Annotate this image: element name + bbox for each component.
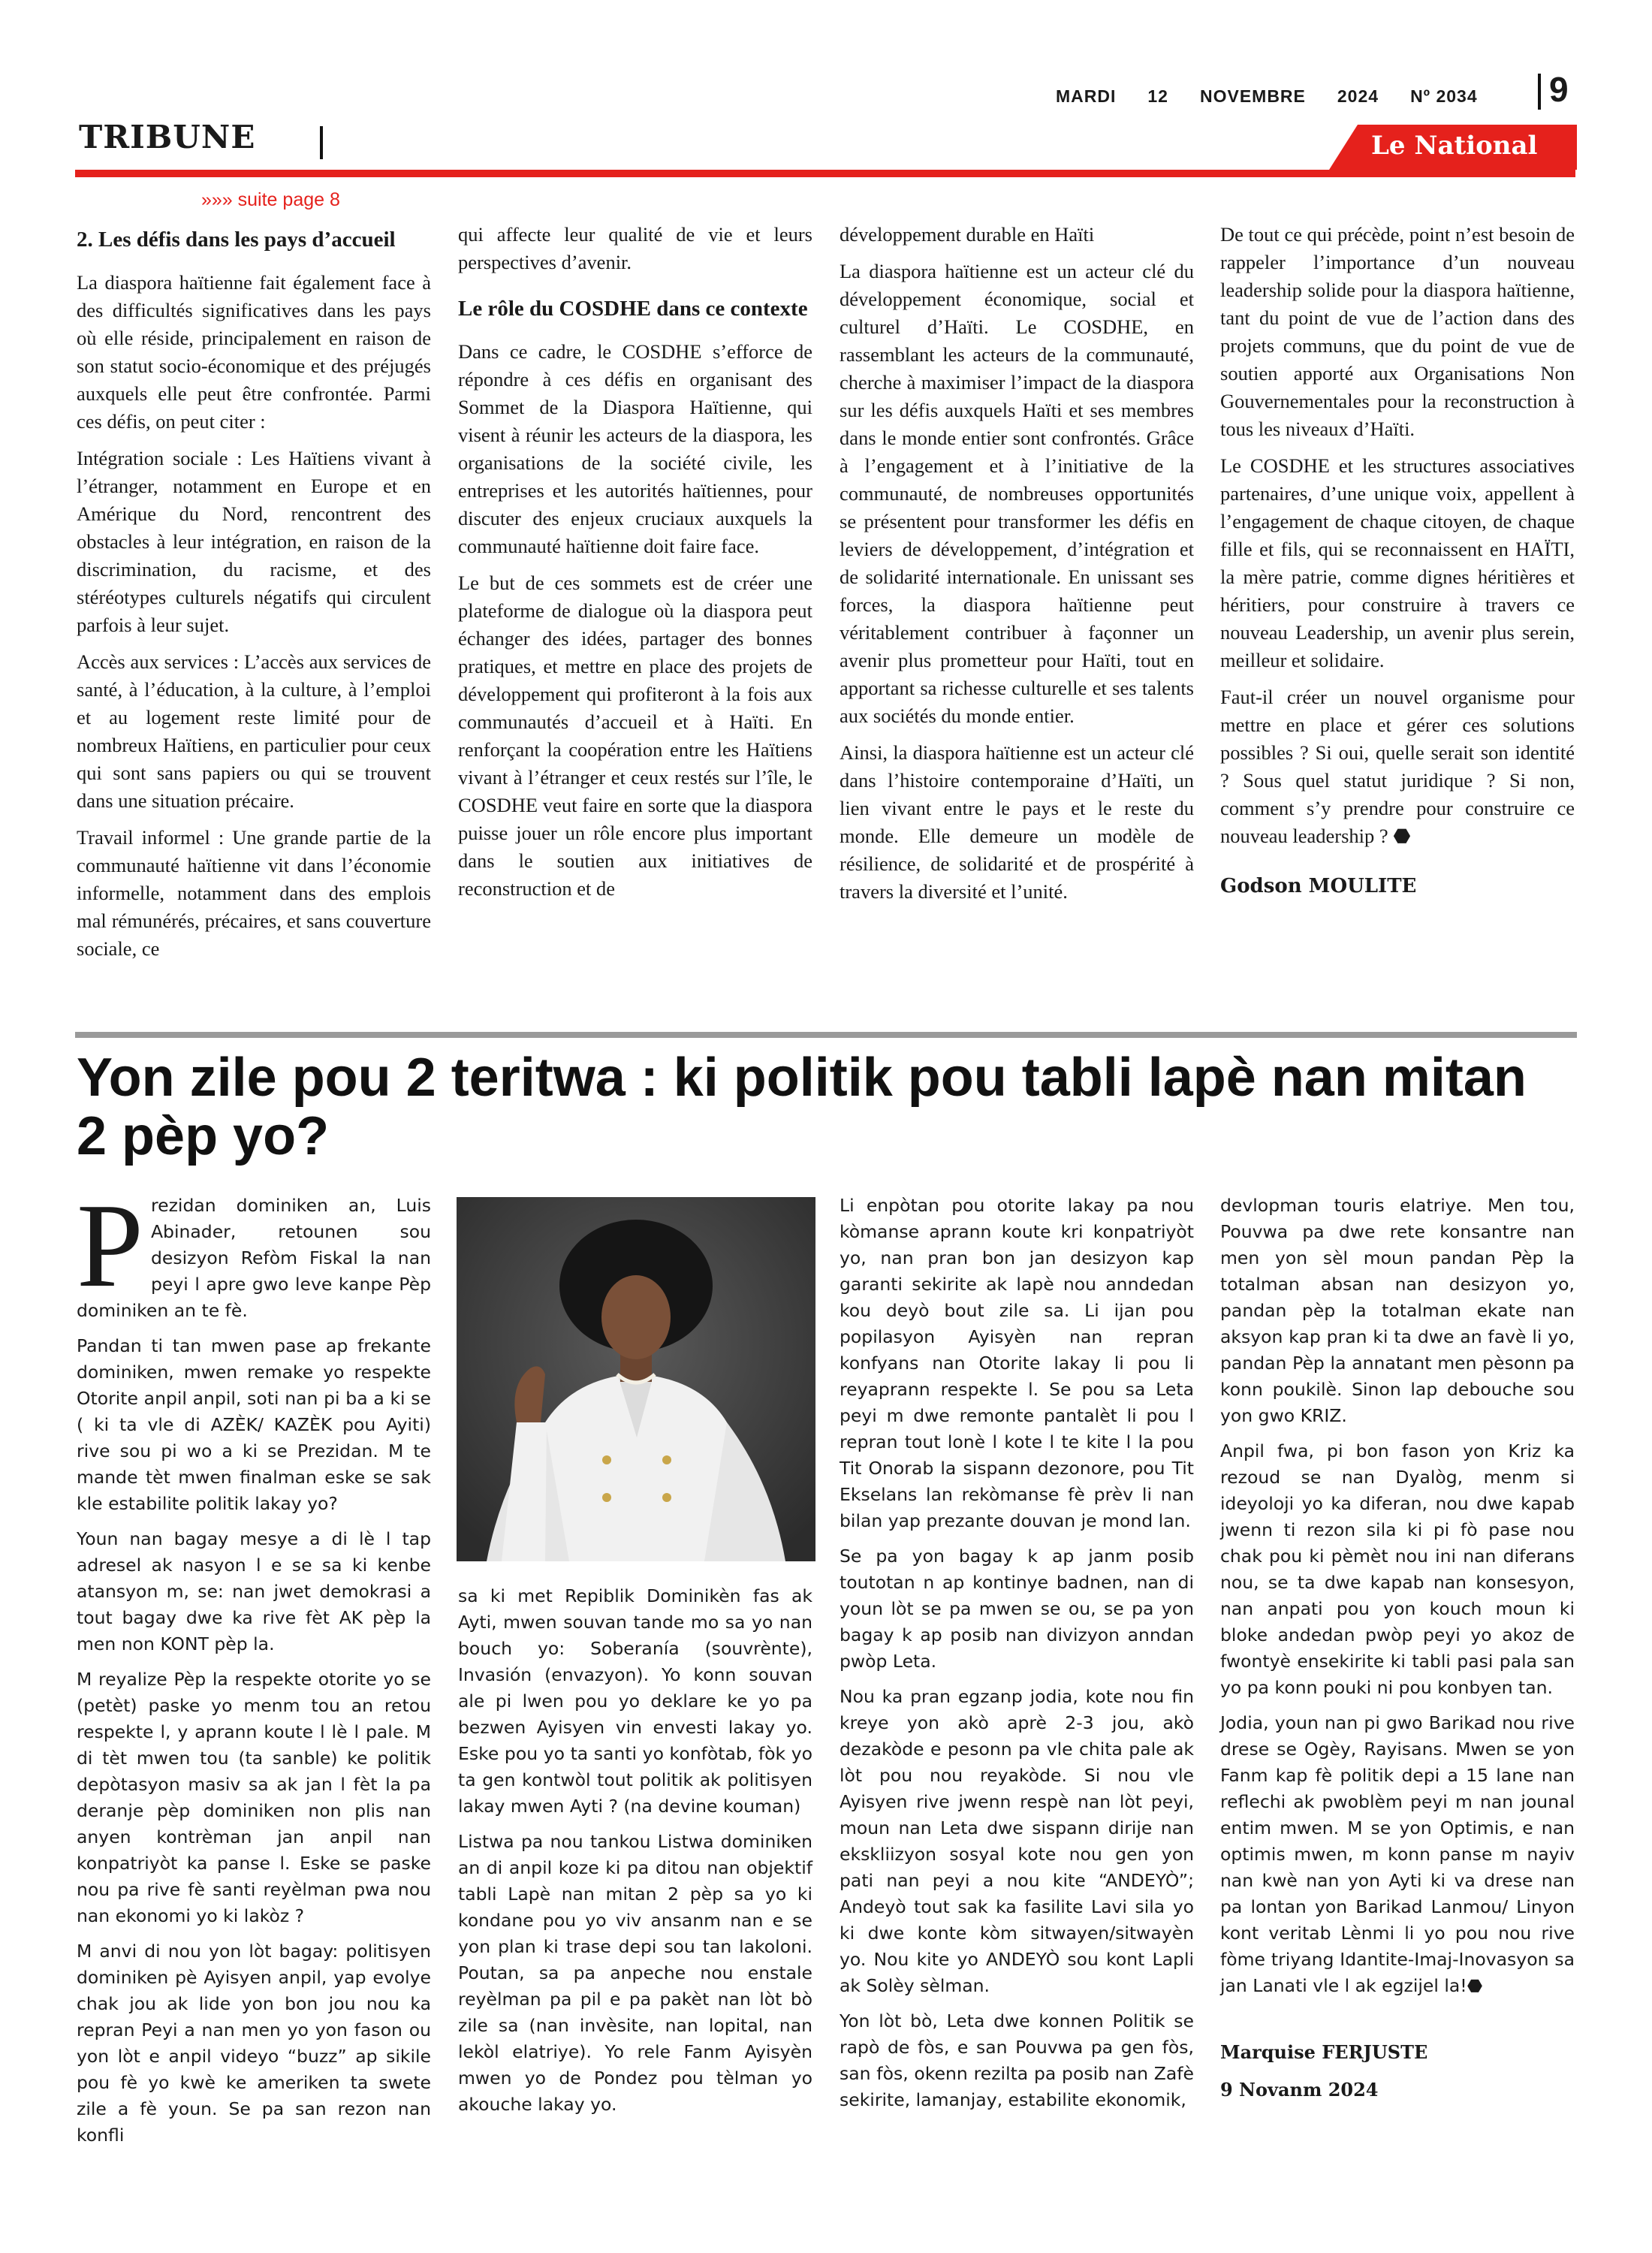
paragraph: Le but de ces sommets est de créer une plateforme de dialogue où la diaspora peut échanger des idées, partager des bonnes pratiques, et mettre en place des projets de développement qui profiteront à la fois aux communautés d’accueil et à Haïti. En renforçant la coopération entre les Haïtiens vivant à l’étranger et ceux restés sur l’île, le COSDHE veut faire en sorte que la diaspora puisse jouer un rôle encore plus important dans le soutien aux initiatives de reconstruction et de	[458, 572, 812, 900]
tribune-column-2	[458, 221, 812, 912]
paragraph: Dans ce cadre, le COSDHE s’efforce de répondre à ces défis en organisant des Sommet de la Diaspora Haïtienne, qui visent à réunir les acteurs de la diaspora, les organisations de la société civile, les entreprises et les autorités haïtiennes, pour discuter des enjeux cruciaux auxquels la communauté haïtienne doit faire face.	[458, 340, 812, 557]
page-number-divider	[1538, 74, 1541, 110]
paragraph	[1220, 683, 1575, 850]
issue-number: Nº 2034	[1410, 86, 1478, 106]
paragraph: La diaspora haïtienne est un acteur clé du développement économique, social et culturel d’Haïti. Le COSDHE, en rassemblant les acteurs de la communauté, cherche à maximiser l’impact de la diaspora sur les défis auxquels Haïti et ses membres dans le monde entier sont confrontés. Grâce à l’engagement et à l’initiative de la communauté, de nombreuses opportunités se présentent pour transformer les défis en leviers de développement, d’intégration et de solidarité internationale. En unissant ses forces, la diaspora haïtienne peut véritablement contribuer à façonner un avenir plus prometteur pour Haïti, tout en apportant sa richesse culturelle et ses talents aux sociétés du monde entier.	[840, 260, 1194, 727]
section-divider	[320, 126, 323, 159]
paragraph: De tout ce qui précède, point n’est besoin de rappeler l’importance d’un nouveau leadership solide pour la diaspora haïtienne, tant du point de vue de l’action dans des projets communs, que du point de vue de soutien apporté aux Organisations Non Gouvernementales pour la reconstruction à tous les niveaux d’Haïti.	[1220, 223, 1575, 440]
article-separator	[75, 1032, 1577, 1038]
hexagon-end-icon: ⬣	[1393, 825, 1411, 847]
issue-month: NOVEMBRE	[1199, 86, 1306, 106]
article-column-4	[1220, 1193, 1575, 2109]
paragraph: Listwa pa nou tankou Listwa dominiken an di anpil koze ki pa ditou nan objektif tabli Lapè nan mitan 2 pèp sa yo ki kondane pou yo viv ansanm nan e se yon plan ki trase depi sou tan lakoloni. Poutan, sa pa anpeche nou enstale reyèlman pa pil e pa pakèt nan lòt bò zile sa (nan invèsite, nan lopital, nan lekòl elatriye). Yo rele Fanm Ayisyèn mwen yo de Pondez pou tèlman yo akouche lakay yo.	[458, 1831, 812, 2115]
brand-name: Le National	[1371, 131, 1538, 161]
paragraph: Accès aux services : L’accès aux services de santé, à l’éducation, à la culture, à l’emploi et au logement reste limité pour de nombreux Haïtiens, en particulier pour ceux qui sont sans papiers ou qui se trouvent dans une situation précaire.	[77, 650, 431, 812]
paragraph: Ainsi, la diaspora haïtienne est un acteur clé dans l’histoire contemporaine d’Haïti, un lien vivant entre le pays et le reste du monde. Elle demeure un modèle de résilience, de solidarité et de prospérité à travers la diversité et l’unité.	[840, 741, 1194, 903]
issue-day: MARDI	[1056, 86, 1117, 106]
paragraph: Anpil fwa, pi bon fason yon Kriz ka rezoud se nan Dyalòg, menm si ideyoloji yo ka diferan, nou dwe kapab jwenn ti rezon sila ki pi fò pase nou chak pou ki pèmèt nou ini nan diferans nou, se ta dwe kapab nan konsesyon, nan anpati pou yon kouch moun ki bloke andedan pwòp peyi yo akoz de fwontyè ensekirite ki tabli pasi pala san yo pa konn pouki ni pou konbyen tan.	[1220, 1440, 1575, 1698]
page-number: 9	[1549, 70, 1569, 109]
paragraph-text: Faut-il créer un nouvel organisme pour mettre en place et gérer ces solutions possibles ? Si oui, quelle serait son identité ? Sous quel statut juridique ? Si non, comment s’y prendre pour construire ce nouveau leadership ?	[1220, 686, 1575, 847]
paragraph	[1220, 1710, 1575, 1999]
paragraph	[77, 1178, 431, 1324]
paragraph: Yon lòt bò, Leta dwe konnen Politik se rapò de fòs, e san Pouvwa pa gen fòs, san fòs, okenn rezilta pa posib nan Zafè sekirite, lamanjay, estabilite ekonomik,	[840, 2010, 1194, 2110]
paragraph-text: rezidan dominiken an, Luis Abinader, retounen sou desizyon Refòm Fiskal la nan peyi l apre gwo leve kanpe Pèp dominiken an te fè.	[77, 1195, 431, 1321]
paragraph: Li enpòtan pou otorite lakay pa nou kòmanse aprann koute kri konpatriyòt yo, nan pran bon jan desizyon kap garanti sekirite ak lapè nou anndedan kou deyò bout zile sa. Li ijan pou popilasyon Ayisyèn nan repran konfyans nan Otorite lakay li pou li reyaprann respekte l. Se pou sa Leta peyi m dwe remonte pantalèt li pou l repran tout lonè l kote l te kite l la pou Tit Onorab la sispann dezonore, pou Tit Ekselans lan rekòmanse fè prèv li nan bilan yap prezante douvan je mond lan.	[840, 1195, 1194, 1531]
hexagon-end-icon: ⬣	[1467, 1975, 1483, 1996]
paragraph: Le COSDHE et les structures associatives partenaires, d’une unique voix, appellent à l’engagement de chaque citoyen, de chaque fille et fils, qui se reconnaissent en HAÏTI, la mère patrie, comme dignes héritières et héritiers, pour construire à travers ce nouveau Leadership, un avenir plus serein, meilleur et solidaire.	[1220, 454, 1575, 671]
continuation-link[interactable]: »»» suite page 8	[201, 189, 340, 210]
paragraph: qui affecte leur qualité de vie et leurs perspectives d’avenir.	[458, 223, 812, 273]
article-headline: Yon zile pou 2 teritwa : ki politik pou tabli lapè nan mitan 2 pèp yo?	[77, 1048, 1527, 1166]
issue-year: 2024	[1337, 86, 1379, 106]
tribune-column-4	[1220, 221, 1575, 900]
paragraph: Youn nan bagay mesye a di lè l tap adresel ak nasyon l e se sa ki kenbe atansyon m, se: nan jwet demokrasi a tout bagay dwe ka rive fèt AK pèp la men non KONT pèp la.	[77, 1528, 431, 1654]
portrait-photo	[457, 1197, 815, 1561]
paragraph: sa ki met Repiblik Dominikèn fas ak Ayti, mwen souvan tande mo sa yo nan bouch yo: Soberanía (souvrènte), Invasión (envazyon). Yo konn souvan ale pi lwen pou yo deklare ke yo pa bezwen Ayisyen vin envesti lakay yo. Eske pou yo ta santi yo konfòtab, fòk yo ta gen kontwòl tout politik ak politisyen lakay mwen Ayti ? (na devine kouman)	[458, 1585, 812, 1817]
author-signature: Godson MOULITE	[1220, 875, 1417, 897]
section-title: TRIBUNE	[79, 119, 256, 155]
subheading: Le rôle du COSDHE dans ce contexte	[458, 297, 808, 321]
paragraph: devlopman touris elatriye. Men tou, Pouvwa pa dwe rete konsantre nan men yon sèl moun pandan Pèp la totalman absan nan desizyon yo, pandan pèp la totalman ekate nan aksyon kap pran ki ta dwe an favè li yo, pandan Pèp la annatant men pèsonn pa konn poukilè. Sinon lap debouche sou yon gwo KRIZ.	[1220, 1195, 1575, 1426]
paragraph: Intégration sociale : Les Haïtiens vivant à l’étranger, notamment en Europe et en Amérique du Nord, rencontrent des obstacles à leur intégration, en raison de la discrimination, du racisme, et des stéréotypes culturels négatifs qui circulent parfois à leur sujet.	[77, 447, 431, 636]
subheading: 2. Les défis dans les pays d’accueil	[77, 228, 396, 252]
paragraph: Nou ka pran egzanp jodia, kote nou fin kreye yon akò aprè 2-3 jou, akò dezakòde e pesonn pa vle chita pale ak lòt pou nou reyakòde. Si nou vle Ayisyen rive jwenn respè nan lòt peyi, moun nan Leta dwe sispann dirije nan ekskliizyon sosyal kote nou gen yon pati nan peyi a nou kite “ANDEYÒ”; Andeyò tout sak ka fasilite Lavi sila yo ki dwe konte kòm sitwayen/sitwayèn yo. Nou kite yo ANDEYÒ sou kont Lapli ak Solèy sèlman.	[840, 1686, 1194, 1996]
paragraph: M reyalize Pèp la respekte otorite yo se (petèt) paske yo menm tou an retou respekte l, y aprann koute l lè l pale. M di tèt mwen tou (ta sanble) ke politik depòtasyon masiv sa ak jan l fèt la pa deranje pèp dominiken non plis nan anyen kontrèman jan anpil nan konpatriyòt ka panse l. Eske se paske nou pa rive fè santi reyèlman pwa nou nan ekonomi yo ki lakòz ?	[77, 1669, 431, 1926]
issue-date-num: 12	[1147, 86, 1168, 106]
paragraph: Se pa yon bagay k ap janm posib toutotan n ap kontinye badnen, nan di youn lòt se pa mwen se ou, se pa yon bagay k ap posib nan divizyon anndan pwòp Leta.	[840, 1546, 1194, 1672]
tribune-column-1	[77, 224, 431, 972]
article-column-3	[840, 1193, 1194, 2122]
paragraph: Travail informel : Une grande partie de la communauté haïtienne vit dans l’économie informelle, notamment dans des emplois mal rémunérés, précaires, et sans couverture sociale, ce	[77, 826, 431, 960]
article-date: 9 Novanm 2024	[1220, 2079, 1379, 2101]
article-column-2	[458, 1583, 812, 2127]
author-signature	[1220, 2034, 1575, 2109]
drop-cap: P	[77, 1178, 143, 1312]
header-rule	[75, 170, 1575, 177]
issue-dateline	[1056, 86, 1509, 107]
paragraph: M anvi di nou yon lòt bagay: politisyen dominiken pè Ayisyen anpil, yap evolye chak jou ak lide yon bon jou nou ka repran Peyi a nan men yo yon fason ou yon lòt e anpil videyo “buzz” ap sikile pou fè yo kwè ke ameriken ta swete zile a fè youn. Se pa san rezon nan konfli	[77, 1941, 431, 2146]
paragraph: développement durable en Haïti	[840, 223, 1095, 246]
article-column-1	[77, 1178, 431, 2158]
paragraph-text: Jodia, youn nan pi gwo Barikad nou rive drese se Ogèy, Rayisans. Mwen se yon Fanm kap fè politik depi a 15 lane nan reflechi ak pwoblèm peyi m nan jounal entim mwen. M se yon Optimis, e nan optimis mwen, m konn panse m nayiv nan kwè nan yon Ayti ki va drese nan pa lontan yon Barikad Lanmou/ Linyon kont veritab Lènmi li yo pou nou rive fòme triyang Idantite-Imaj-Inovasyon sa jan Lanati vle l ak egzijel la!	[1220, 1712, 1575, 1996]
paragraph: Pandan ti tan mwen pase ap frekante dominiken, mwen remake yo respekte Otorite anpil anpil, soti nan pi ba a ki se ( ki ta vle di AZÈK/ KAZÈK pou Ayiti) rive sou pi wo a ki se Prezidan. M te mande tèt mwen finalman eske se sak kle estabilite politik lakay yo?	[77, 1335, 431, 1514]
author-name: Marquise FERJUSTE	[1220, 2041, 1428, 2063]
tribune-column-3	[840, 221, 1194, 915]
portrait-illustration	[457, 1197, 815, 1561]
paragraph: La diaspora haïtienne fait également face à des difficultés significatives dans les pays où elle réside, principalement en raison de son statut socio-économique et des préjugés auxquels elle peut être confrontée. Parmi ces défis, on peut citer :	[77, 271, 431, 433]
